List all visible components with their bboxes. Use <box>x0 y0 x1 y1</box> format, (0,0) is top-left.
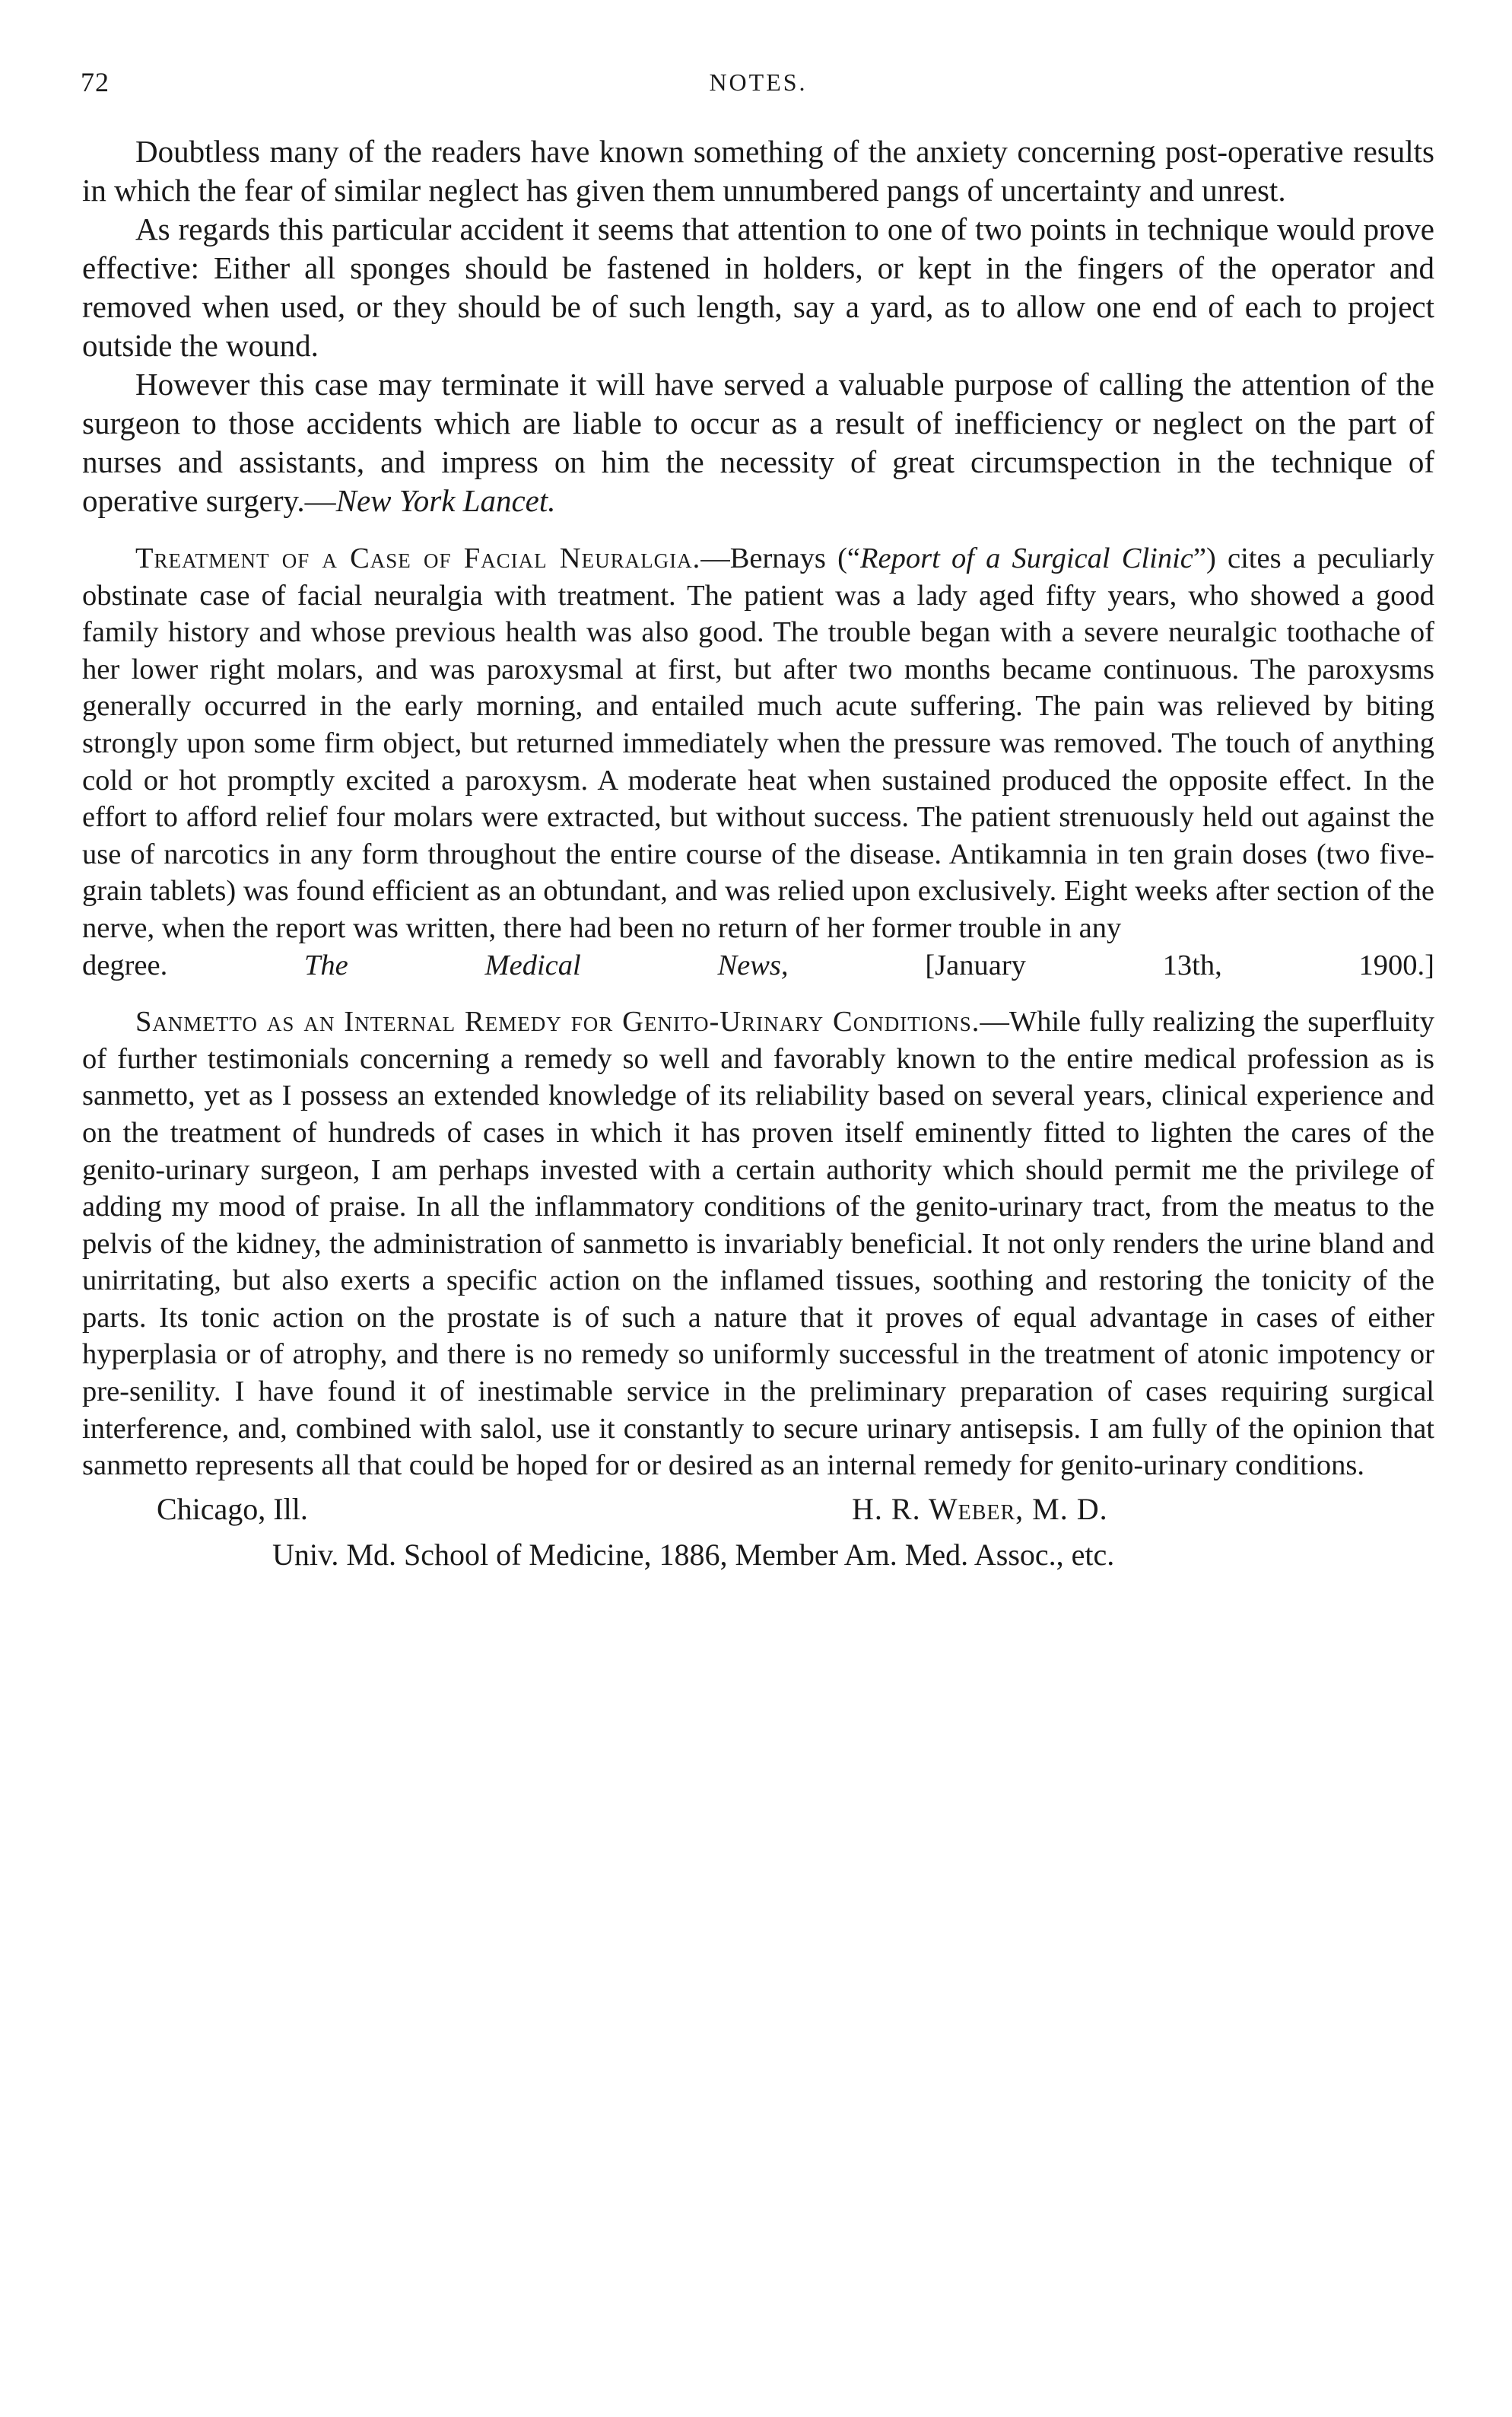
first-article <box>82 132 1434 520</box>
lead-in: —Bernays (“ <box>700 542 860 574</box>
paragraph <box>82 1003 1434 1484</box>
source-date: [January 13th, 1900.] <box>925 949 1434 981</box>
running-title: NOTES. <box>709 68 808 96</box>
source-title: The Medical News, <box>304 949 789 981</box>
third-article <box>82 1003 1434 1484</box>
last-word: degree. <box>82 949 168 981</box>
signature-line <box>82 1489 1434 1530</box>
signature-name: H. R. Weber, M. D. <box>852 1491 1108 1526</box>
citation-line <box>82 947 1434 984</box>
article-heading: Sanmetto as an Internal Remedy for Genito-Urinary Conditions. <box>135 1006 980 1038</box>
source-group <box>304 949 1434 981</box>
source-citation: New York Lancet. <box>335 483 556 518</box>
paragraph <box>82 540 1434 947</box>
article-heading: Treatment of a Case of Facial Neuralgia. <box>135 542 701 574</box>
signature-place: Chicago, Ill. <box>157 1491 308 1526</box>
article-body: ”) cites a peculiarly obstinate case of facial neuralgia with treatment. The patient was a lady aged fifty years, who showed a good family history and whose previous health was also good. The trouble began with a severe neuralgic toothache of her lower right molars, and was paroxysmal at first, but after two months became continuous. The paroxysms generally occurred in the early morning, and entailed much acute suffering. The pain was relieved by biting strongly upon some firm object, but returned immediately when the pressure was removed. The touch of anything cold or hot promptly excited a paroxysm. A moderate heat when sustained produced the opposite effect. In the effort to afford relief four molars were extracted, but without success. The patient strenuously held out against the use of narcotics in any form throughout the entire course of the disease. Antikamnia in ten grain doses (two five-grain tablets) was found efficient as an obtundant, and was relied upon exclusively. Eight weeks after section of the nerve, when the report was written, there had been no return of her former trouble in any <box>82 542 1434 944</box>
page-number: 72 <box>81 67 110 97</box>
paragraph: Doubtless many of the readers have known something of the anxiety concerning post-operative results in which the fear of similar neglect has given them unnumbered pangs of uncertainty and unrest. <box>82 134 1434 208</box>
page <box>82 64 1434 1576</box>
paragraph: As regards this particular accident it seems that attention to one of two points in technique would prove effective: Either all sponges should be fastened in holders, or kept in the fingers of the operator and removed when used, or they should be of such length, say a yard, as to allow one end of each to project outside the wound. <box>82 211 1434 363</box>
signature-affiliation: Univ. Md. School of Medicine, 1886, Member Am. Med. Assoc., etc. <box>272 1537 1115 1572</box>
running-head <box>82 64 1434 100</box>
article-body: —While fully realizing the superfluity of further testimonials concerning a remedy so well and favorably known to the entire medical profession as is sanmetto, yet as I possess an extended knowledge of its reliability based on several years, clinical experience and on the treatment of hundreds of cases in which it has proven itself eminently fitted to lighten the cares of the genito-urinary surgeon, I am perhaps invested with a certain authority which should permit me the privilege of adding my mood of praise. In all the inflammatory conditions of the genito-urinary tract, from the meatus to the pelvis of the kidney, the administration of sanmetto is invariably beneficial. It not only renders the urine bland and unirritating, but also exerts a specific action on the inflamed tissues, soothing and restoring the tonicity of the parts. Its tonic action on the prostate is of such a nature that it proves of equal advantage in cases of either hyperplasia or of atrophy, and there is no remedy so uniformly successful in the treatment of atonic impotency or pre-senility. I have found it of inestimable service in the preliminary preparation of cases requiring surgical interference, and, combined with salol, use it constantly to secure urinary antisepsis. I am fully of the opinion that sanmetto represents all that could be hoped for or desired as an internal remedy for genito-urinary conditions. <box>82 1006 1434 1482</box>
cited-work: Report of a Surgical Clinic <box>859 542 1193 574</box>
paragraph <box>82 365 1434 520</box>
paragraph-text: However this case may terminate it will have served a valuable purpose of calling the attention of the surgeon to those accidents which are liable to occur as a result of inefficiency or neglect on the part of nurses and assistants, and impress on him the necessity of great circumspection in the technique of operative surgery.— <box>82 367 1434 518</box>
second-article <box>82 540 1434 984</box>
